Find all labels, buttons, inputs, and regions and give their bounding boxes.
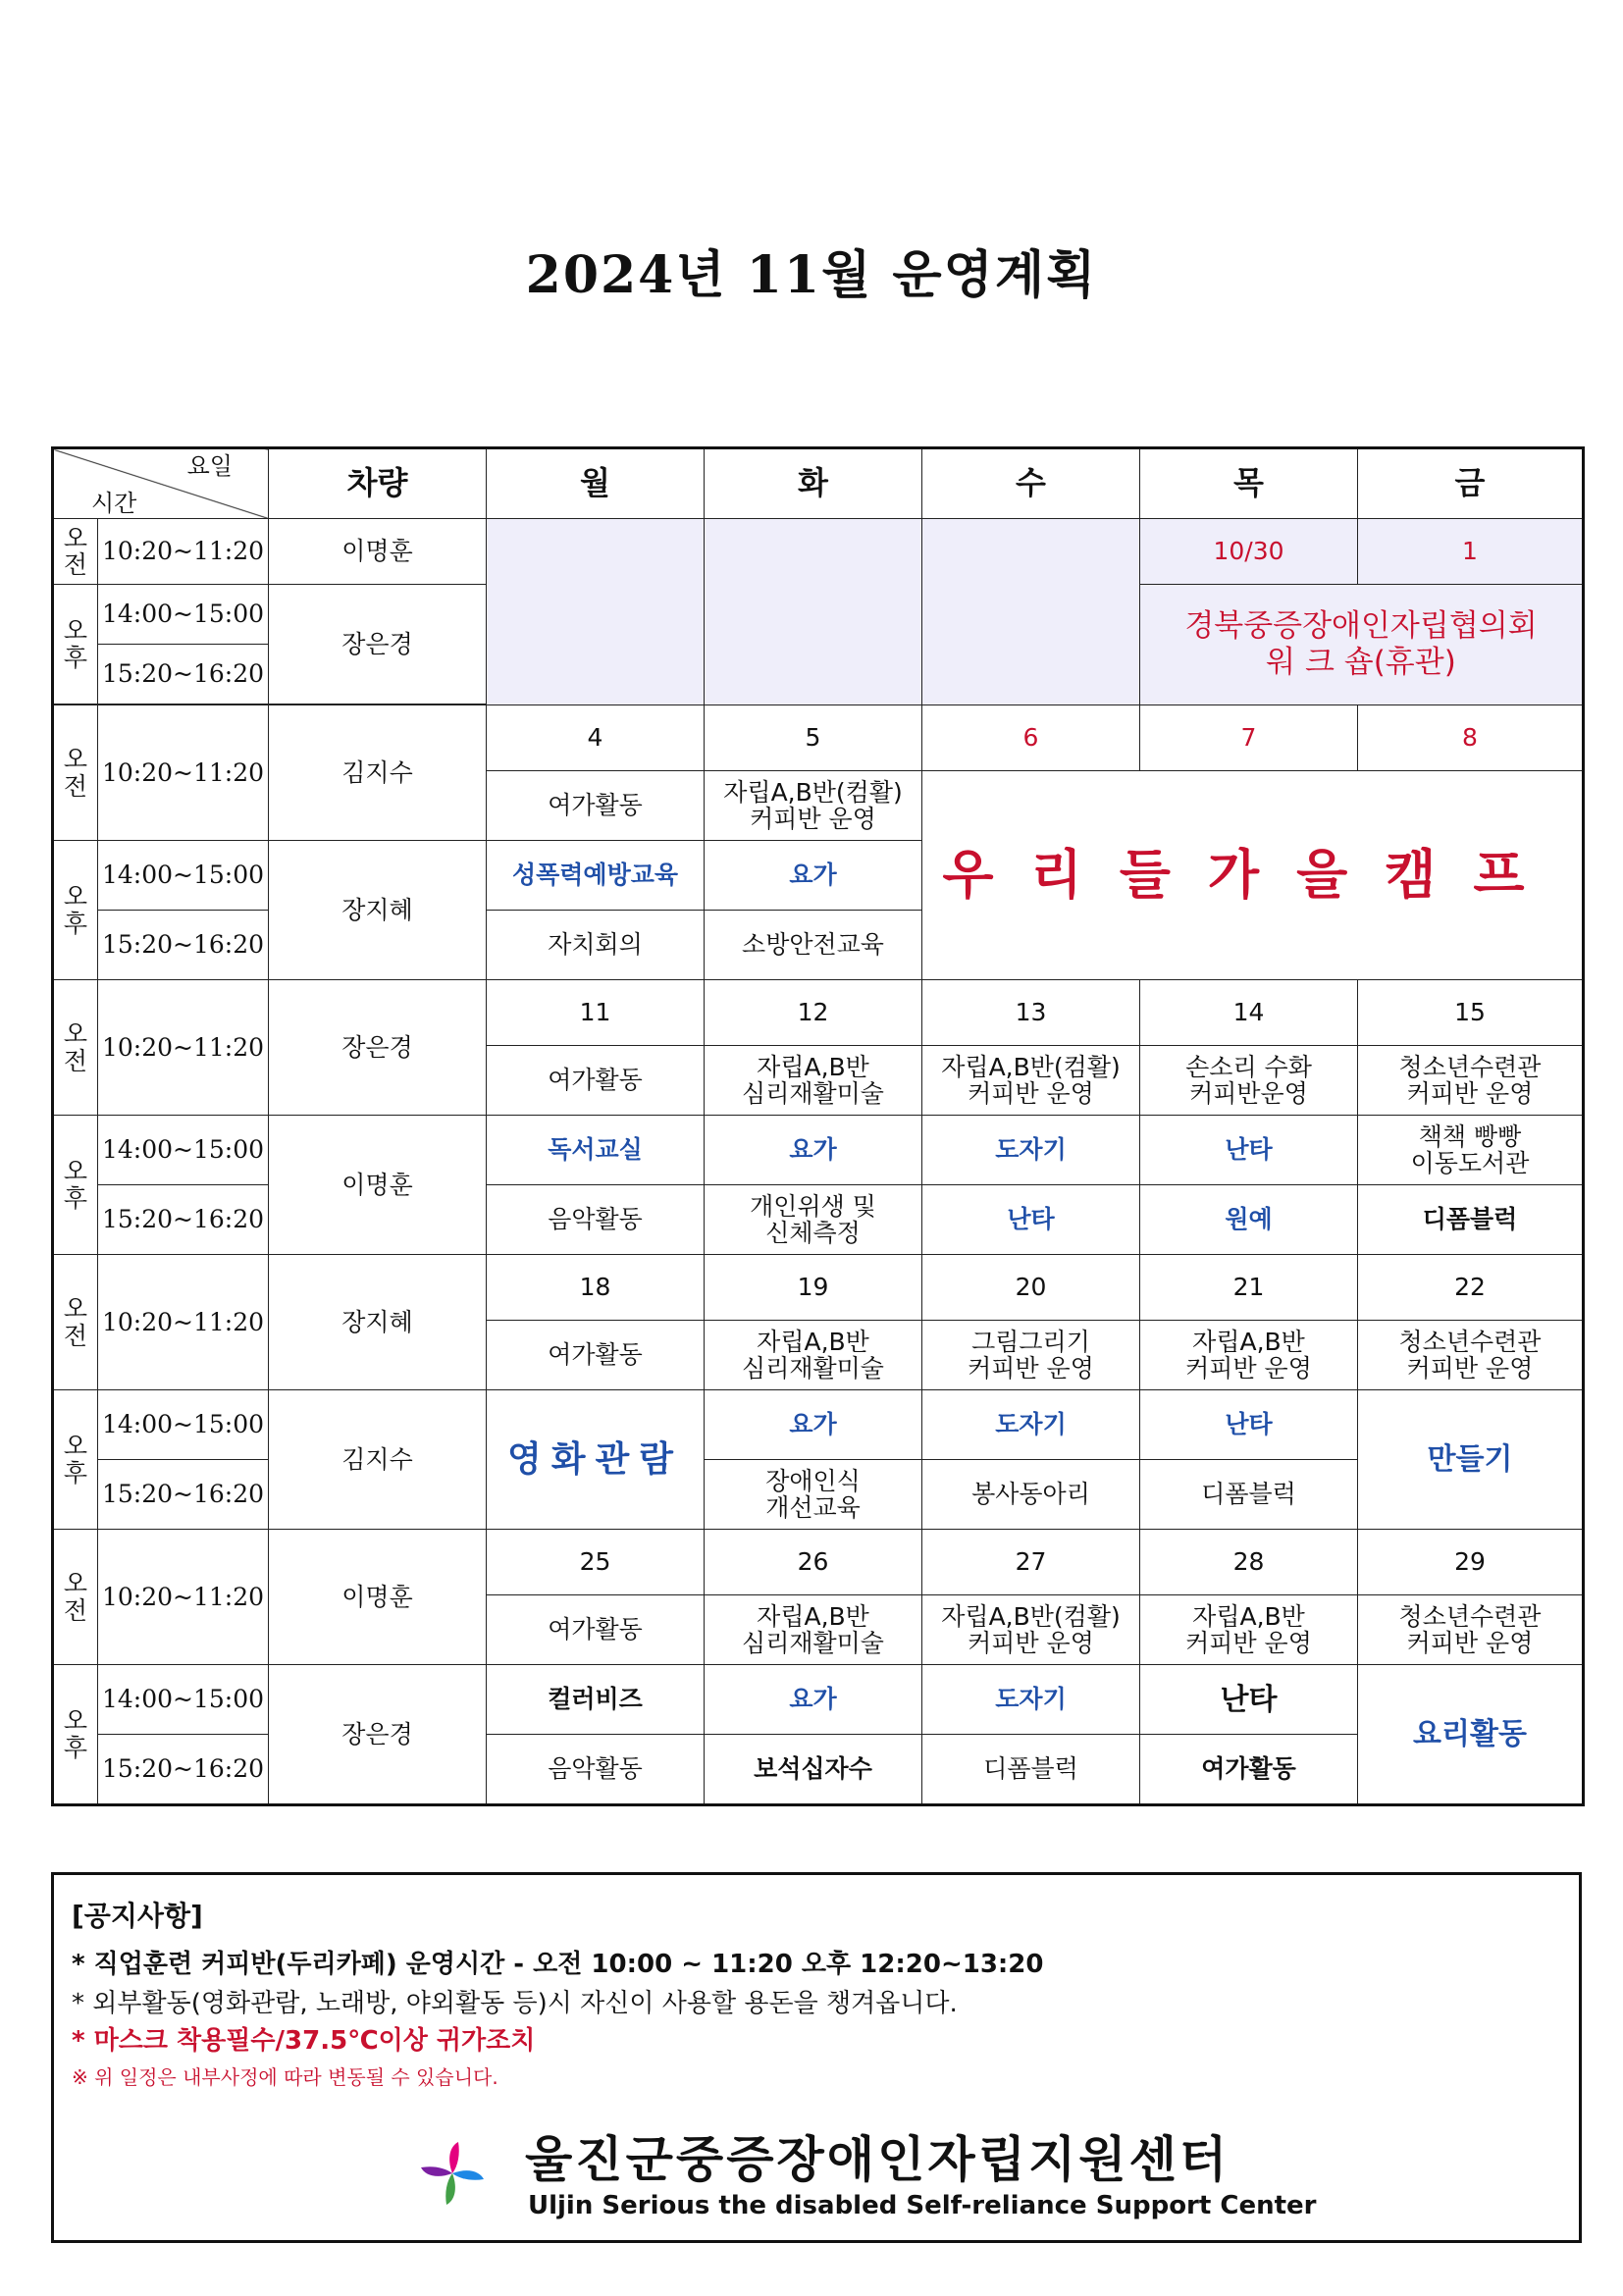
activity-cell <box>487 1390 705 1530</box>
time-slot: 10:20~11:20 <box>98 980 269 1116</box>
activity-cell: 컬러비즈 <box>487 1665 705 1735</box>
notice-line: * 직업훈련 커피반(두리카페) 운영시간 - 오전 10:00 ~ 11:20 오후 12:20~13:20 <box>72 1950 1044 1979</box>
date-cell: 10/30 <box>1140 519 1358 585</box>
week3-row-pm1 <box>53 1116 1584 1185</box>
notice-line: * 마스크 착용필수/37.5℃이상 귀가조치 <box>72 2026 536 2056</box>
date-cell: 1 <box>1358 519 1584 585</box>
activity-cell: 여가활동 <box>487 1046 705 1116</box>
driver: 김지수 <box>269 1390 487 1530</box>
activity-line: 커피반 운영 <box>750 805 876 833</box>
pm-label: 오 후 <box>53 585 98 704</box>
time-slot: 10:20~11:20 <box>98 519 269 585</box>
activity-cell: 요가 <box>705 1116 922 1185</box>
driver: 김지수 <box>269 705 487 841</box>
activity-line: 자립A,B반 <box>1192 1601 1305 1631</box>
time-slot: 15:20~16:20 <box>98 911 269 980</box>
activity-cell <box>705 1185 922 1255</box>
date-cell: 18 <box>487 1255 705 1321</box>
week3-row-date <box>53 980 1584 1046</box>
activity-cell <box>1358 1321 1584 1390</box>
activity-cell <box>1358 1595 1584 1665</box>
time-slot: 14:00~15:00 <box>98 585 269 645</box>
activity-line: 청소년수련관 <box>1398 1052 1542 1081</box>
activity-cell: 난타 <box>1140 1665 1358 1735</box>
empty-cell <box>922 519 1140 705</box>
week5-row-pm1 <box>53 1665 1584 1735</box>
activity-cell <box>1140 1595 1358 1665</box>
time-slot: 10:20~11:20 <box>98 1255 269 1390</box>
activity-line: 자립A,B반(컴활) <box>941 1052 1121 1081</box>
camp-text: 우리들가을캠프 <box>942 844 1562 907</box>
activity-line: 개인위생 및 <box>750 1191 876 1221</box>
pm-label: 오 후 <box>53 1116 98 1255</box>
activity-cell: 보석십자수 <box>705 1735 922 1805</box>
am-label: 오 전 <box>53 1530 98 1665</box>
date-cell: 7 <box>1140 705 1358 771</box>
activity-cell <box>705 771 922 841</box>
pm-label: 오 후 <box>53 1390 98 1530</box>
am-label: 오 전 <box>53 705 98 841</box>
time-slot: 10:20~11:20 <box>98 705 269 841</box>
notice-line: * 외부활동(영화관람, 노래방, 야외활동 등)시 자신이 사용할 용돈을 챙겨옵니다. <box>72 1989 958 2018</box>
activity-line: 자립A,B반 <box>757 1327 869 1356</box>
camp-cell <box>922 771 1584 980</box>
notice-box <box>51 1872 1582 2243</box>
activity-line: 커피반 운영 <box>1185 1629 1312 1657</box>
date-cell: 21 <box>1140 1255 1358 1321</box>
activity-line: 커피반 운영 <box>1406 1079 1534 1108</box>
activity-line: 커피반 운영 <box>968 1354 1094 1383</box>
activity-cell <box>922 1595 1140 1665</box>
vehicle-header: 차량 <box>269 448 487 519</box>
date-cell: 8 <box>1358 705 1584 771</box>
activity-cell <box>705 1046 922 1116</box>
activity-cell: 디폼블럭 <box>922 1735 1140 1805</box>
activity-cell: 여가활동 <box>487 1321 705 1390</box>
corner-header <box>53 448 269 519</box>
empty-cell <box>487 519 705 705</box>
driver: 장지혜 <box>269 1255 487 1390</box>
activity-text: 영화관람 <box>506 1438 684 1480</box>
time-slot: 15:20~16:20 <box>98 1185 269 1255</box>
activity-cell: 도자기 <box>922 1390 1140 1460</box>
activity-line: 자립A,B반(컴활) <box>941 1601 1121 1631</box>
time-slot: 14:00~15:00 <box>98 1665 269 1735</box>
activity-cell: 여가활동 <box>487 1595 705 1665</box>
activity-line: 커피반 운영 <box>1406 1354 1534 1383</box>
activity-cell: 디폼블럭 <box>1140 1460 1358 1530</box>
activity-cell <box>705 1321 922 1390</box>
org-name-english: Uljin Serious the disabled Self-reliance Support Center <box>528 2191 1317 2220</box>
date-cell: 20 <box>922 1255 1140 1321</box>
activity-cell: 여가활동 <box>487 771 705 841</box>
activity-cell <box>1140 1321 1358 1390</box>
activity-cell: 음악활동 <box>487 1735 705 1805</box>
date-cell: 19 <box>705 1255 922 1321</box>
date-cell: 6 <box>922 705 1140 771</box>
activity-line: 자립A,B반 <box>757 1601 869 1631</box>
day-header-thu: 목 <box>1140 448 1358 519</box>
empty-cell <box>705 519 922 705</box>
activity-line: 이동도서관 <box>1410 1149 1530 1177</box>
activity-line: 장애인식 <box>765 1466 861 1495</box>
time-slot: 15:20~16:20 <box>98 1735 269 1805</box>
activity-line: 커피반 운영 <box>1406 1629 1534 1657</box>
driver: 장은경 <box>269 1665 487 1805</box>
driver: 장지혜 <box>269 841 487 980</box>
activity-line: 커피반 운영 <box>968 1079 1094 1108</box>
activity-cell: 요가 <box>705 1665 922 1735</box>
activity-line: 책책 빵빵 <box>1418 1122 1522 1151</box>
am-label: 오 전 <box>53 980 98 1116</box>
center-logo-icon <box>417 2138 488 2209</box>
corner-time-label: 시간 <box>91 489 137 517</box>
time-slot: 15:20~16:20 <box>98 1460 269 1530</box>
corner-day-label: 요일 <box>186 452 233 480</box>
time-slot: 14:00~15:00 <box>98 841 269 911</box>
date-cell: 25 <box>487 1530 705 1595</box>
activity-line: 심리재활미술 <box>742 1079 884 1108</box>
activity-cell: 원예 <box>1140 1185 1358 1255</box>
activity-line: 심리재활미술 <box>742 1354 884 1383</box>
driver: 이명훈 <box>269 1116 487 1255</box>
driver: 장은경 <box>269 980 487 1116</box>
activity-cell <box>1358 1046 1584 1116</box>
activity-cell: 소방안전교육 <box>705 911 922 980</box>
activity-cell: 독서교실 <box>487 1116 705 1185</box>
activity-cell <box>922 1046 1140 1116</box>
week5-row-date <box>53 1530 1584 1595</box>
date-cell: 28 <box>1140 1530 1358 1595</box>
workshop-line: 경북중증장애인자립협의회 <box>1184 607 1538 644</box>
activity-line: 그림그리기 <box>971 1327 1090 1356</box>
activity-line: 청소년수련관 <box>1398 1601 1542 1631</box>
date-cell: 26 <box>705 1530 922 1595</box>
time-slot: 14:00~15:00 <box>98 1390 269 1460</box>
date-cell: 11 <box>487 980 705 1046</box>
day-header-mon: 월 <box>487 448 705 519</box>
time-slot: 10:20~11:20 <box>98 1530 269 1665</box>
pm-label: 오 후 <box>53 841 98 980</box>
activity-cell: 자치회의 <box>487 911 705 980</box>
week1-row-date <box>53 519 1584 585</box>
activity-cell: 요가 <box>705 1390 922 1460</box>
date-cell: 13 <box>922 980 1140 1046</box>
activity-cell: 도자기 <box>922 1665 1140 1735</box>
activity-cell: 만들기 <box>1358 1390 1584 1530</box>
activity-cell <box>1358 1116 1584 1185</box>
date-cell: 12 <box>705 980 922 1046</box>
activity-cell: 디폼블럭 <box>1358 1185 1584 1255</box>
date-cell: 4 <box>487 705 705 771</box>
activity-cell: 음악활동 <box>487 1185 705 1255</box>
activity-line: 손소리 수화 <box>1185 1052 1312 1081</box>
workshop-cell <box>1140 585 1584 705</box>
activity-cell: 난타 <box>1140 1116 1358 1185</box>
schedule-table <box>51 446 1585 1806</box>
pm-label: 오 후 <box>53 1665 98 1805</box>
activity-cell: 요가 <box>705 841 922 911</box>
activity-cell <box>705 1595 922 1665</box>
am-label: 오 전 <box>53 519 98 585</box>
activity-cell <box>922 1321 1140 1390</box>
week4-row-pm1 <box>53 1390 1584 1460</box>
activity-line: 자립A,B반 <box>1192 1327 1305 1356</box>
activity-cell: 난타 <box>1140 1390 1358 1460</box>
date-cell: 5 <box>705 705 922 771</box>
week4-row-date <box>53 1255 1584 1321</box>
activity-cell: 성폭력예방교육 <box>487 841 705 911</box>
activity-line: 커피반 운영 <box>1185 1354 1312 1383</box>
date-cell: 15 <box>1358 980 1584 1046</box>
activity-cell: 요리활동 <box>1358 1665 1584 1805</box>
activity-line: 자립A,B반 <box>757 1052 869 1081</box>
date-cell: 27 <box>922 1530 1140 1595</box>
activity-line: 커피반 운영 <box>968 1629 1094 1657</box>
am-label: 오 전 <box>53 1255 98 1390</box>
page-title: 2024년 11월 운영계획 <box>525 245 1098 305</box>
activity-cell: 여가활동 <box>1140 1735 1358 1805</box>
activity-line: 청소년수련관 <box>1398 1327 1542 1356</box>
driver: 장은경 <box>269 585 487 704</box>
activity-cell <box>1140 1046 1358 1116</box>
time-slot: 15:20~16:20 <box>98 645 269 704</box>
time-slot: 14:00~15:00 <box>98 1116 269 1185</box>
date-cell: 14 <box>1140 980 1358 1046</box>
activity-line: 심리재활미술 <box>742 1629 884 1657</box>
activity-line: 신체측정 <box>765 1219 861 1247</box>
notice-line: ※ 위 일정은 내부사정에 따라 변동될 수 있습니다. <box>72 2065 498 2089</box>
driver: 이명훈 <box>269 519 487 585</box>
date-cell: 22 <box>1358 1255 1584 1321</box>
header-row <box>53 448 1584 519</box>
day-header-fri: 금 <box>1358 448 1584 519</box>
week2-row-date <box>53 705 1584 771</box>
activity-cell: 난타 <box>922 1185 1140 1255</box>
date-cell: 29 <box>1358 1530 1584 1595</box>
day-header-wed: 수 <box>922 448 1140 519</box>
workshop-line: 워 크 숍(휴관) <box>1266 645 1456 680</box>
org-name-korean: 울진군중증장애인자립지원센터 <box>525 2131 1230 2188</box>
notice-heading: [공지사항] <box>72 1900 203 1932</box>
driver: 이명훈 <box>269 1530 487 1665</box>
day-header-tue: 화 <box>705 448 922 519</box>
activity-cell <box>705 1460 922 1530</box>
activity-line: 커피반운영 <box>1189 1079 1308 1108</box>
activity-cell: 도자기 <box>922 1116 1140 1185</box>
activity-line: 자립A,B반(컴활) <box>723 777 903 807</box>
activity-line: 개선교육 <box>765 1493 861 1522</box>
activity-cell: 봉사동아리 <box>922 1460 1140 1530</box>
